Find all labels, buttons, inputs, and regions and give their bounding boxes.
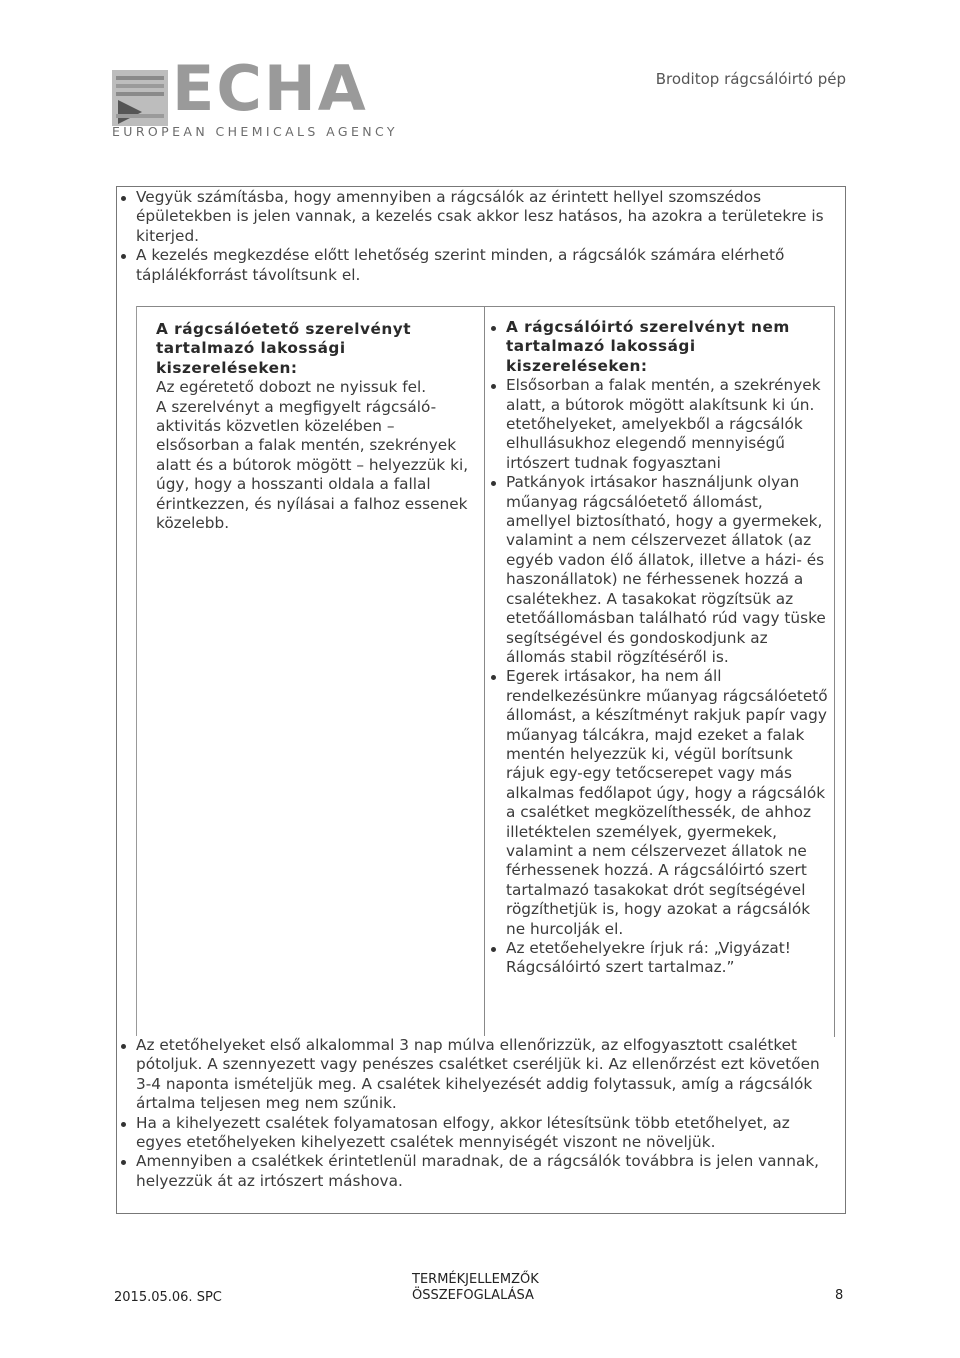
right-column [488, 318, 828, 978]
echa-emblem-icon [112, 70, 168, 126]
footer-title-line: ÖSSZEFOGLALÁSA [412, 1288, 534, 1303]
bottom-bullet-list [118, 1036, 838, 1191]
page-number: 8 [835, 1288, 844, 1303]
logo-subtitle: EUROPEAN CHEMICALS AGENCY [112, 124, 398, 139]
list-item: A kezelés megkezdése előtt lehetőség szerint minden, a rágcsálók számára elérhető táplálékforrást távolítsunk el. [118, 246, 838, 285]
table-divider [484, 306, 485, 1036]
footer-title [412, 1272, 539, 1304]
logo-wordmark: ECHA [172, 52, 368, 125]
list-item: Ha a kihelyezett csalétek folyamatosan elfogy, akkor létesítsünk több etetőhelyet, az egyes etetőhelyeken kihelyezett csalétek mennyiségét viszont ne növeljük. [118, 1114, 838, 1153]
left-column [156, 320, 478, 533]
right-column-heading: A rágcsálóirtó szerelvényt nem tartalmazó lakossági kiszereléseken: [488, 318, 828, 376]
echa-logo [112, 52, 398, 144]
footer-title-line: TERMÉKJELLEMZŐK [412, 1272, 539, 1287]
list-item: Vegyük számításba, hogy amennyiben a rágcsálók az érintett hellyel szomszédos épületekben is jelen vannak, a kezelés csak akkor lesz hatásos, ha azokra a területekre is kiterjed. [118, 188, 838, 246]
table-divider [136, 306, 137, 1036]
list-item: Az etetőhelyeket első alkalommal 3 nap múlva ellenőrizzük, az elfogyasztott csalétket pótoljuk. A szennyezett vagy penészes csalétket cseréljük ki. Az ellenőrzést ezt követően 3-4 naponta ismételjük meg. A csalétek kihelyezését addig folytassuk, amíg a rágcsálók ártalma teljesen meg nem szűnik. [118, 1036, 838, 1114]
document-title: Broditop rágcsálóirtó pép [655, 70, 846, 88]
list-item: Egerek irtásakor, ha nem áll rendelkezésünkre műanyag rágcsálóetető állomást, a készítményt rakjuk papír vagy műanyag tálcákra, majd ezeket a falak mentén helyezzük ki, végül borítsunk rájuk egy-egy tetőcserepet vagy más alkalmas fedőlapot úgy, hogy a rágcsálók a csalétket megközelíthessék, de ahhoz illetéktelen személyek, gyermekek, valamint a nem célszervezet állatok ne férhessenek hozzá. A rágcsálóirtó szert tartalmazó tasakokat drót segítségével rögzíthetjük is, hogy azokat a rágcsálók ne hurcolják el. [488, 667, 828, 939]
footer-date: 2015.05.06. SPC [114, 1290, 222, 1305]
paragraph: A szerelvényt a megfigyelt rágcsáló-aktivitás közvetlen közelében – elsősorban a falak mentén, szekrények alatt és a bútorok mögött – helyezzük ki, úgy, hogy a hosszanti oldala a fallal érintkezzen, és nyílásai a falhoz essenek közelebb. [156, 397, 469, 533]
list-item: Az etetőehelyekre írjuk rá: „Vigyázat! Rágcsálóirtó szert tartalmaz.” [488, 939, 828, 978]
list-item: Elsősorban a falak mentén, a szekrények alatt, a bútorok mögött alakítsunk ki ún. etetőhelyeket, amelyekből a rágcsálók elhullásukhoz elegendő mennyiségű irtószert tudnak fogyasztani [488, 376, 828, 473]
top-bullet-list [118, 188, 838, 285]
paragraph: Az egéretető dobozt ne nyissuk fel. [156, 378, 427, 397]
left-column-heading: A rágcsálóetető szerelvényt tartalmazó lakossági kiszereléseken: [156, 320, 412, 377]
list-item: Amennyiben a csalétkek érintetlenül maradnak, de a rágcsálók továbbra is jelen vannak, helyezzük át az irtószert máshova. [118, 1152, 838, 1191]
list-item: Patkányok irtásakor használjunk olyan műanyag rágcsálóetető állomást, amellyel biztosítható, hogy a gyermekek, valamint a nem célszervezet állatok (az egyéb vadon élő állatok, illetve a házi- és haszonállatok) ne férhessenek hozzá a csalétekhez. A tasakokat rögzítsük az etetőállomásban található rúd vagy tüske segítségével és gondoskodjunk az állomás stabil rögzítéséről is. [488, 473, 828, 667]
